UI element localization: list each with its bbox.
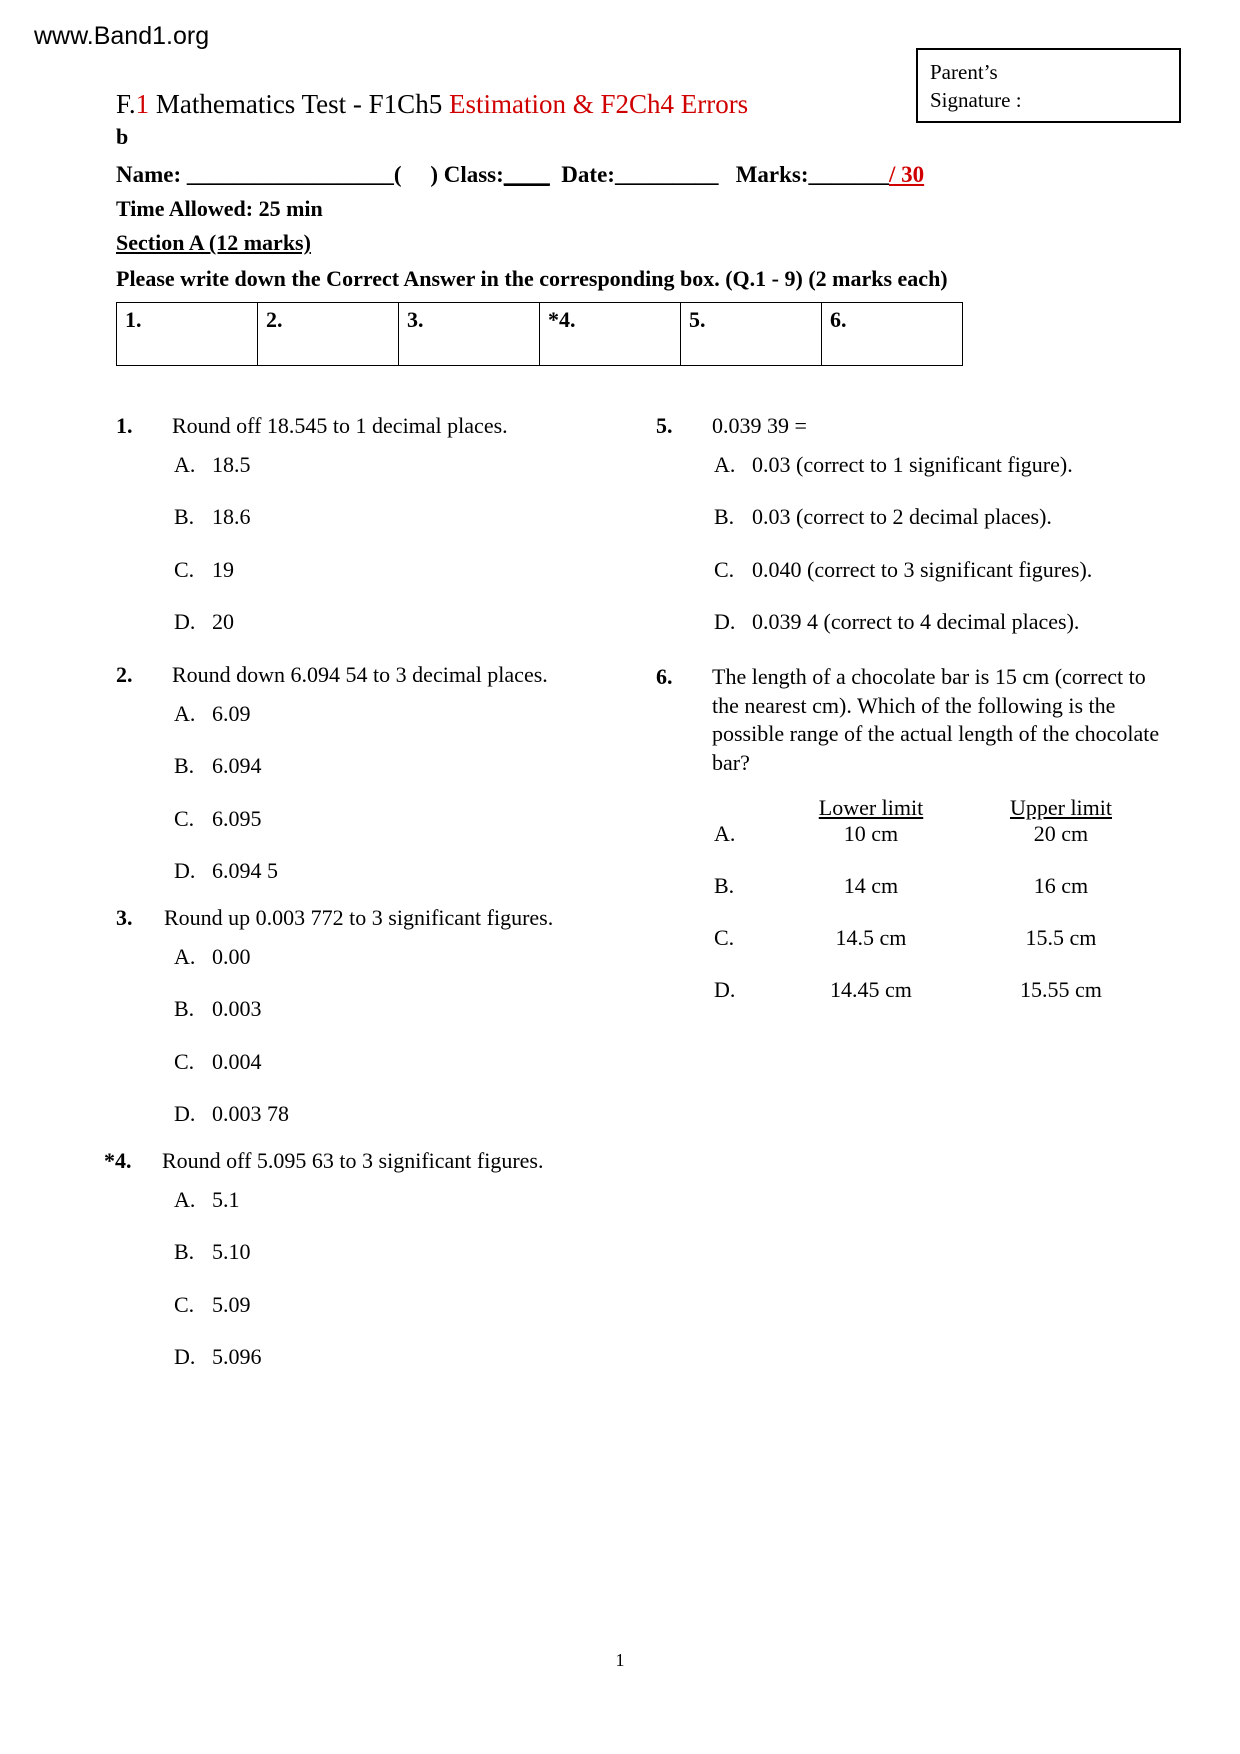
option-letter: A. — [174, 700, 196, 726]
option-text: 0.003 78 — [212, 1101, 289, 1127]
title-sub: b — [116, 123, 129, 149]
lower-limit-header: Lower limit — [818, 795, 924, 821]
option-letter: B. — [174, 504, 195, 530]
question-2-text: Round down 6.094 54 to 3 decimal places. — [172, 661, 548, 687]
answer-cell-3[interactable]: 3. — [399, 303, 540, 366]
option-text: 5.1 — [212, 1186, 240, 1212]
question-5-option-b[interactable] — [656, 503, 1176, 532]
question-6-table-header — [656, 795, 1176, 821]
lower-limit-value: 14.45 cm — [830, 977, 912, 1003]
parent-signature-label-line2: Signature : — [930, 88, 1022, 113]
question-5-option-c[interactable] — [656, 556, 1176, 585]
upper-limit-value: 20 cm — [1033, 821, 1089, 847]
upper-limit-header: Upper limit — [1009, 795, 1113, 821]
question-1-text: Round off 18.545 to 1 decimal places. — [172, 413, 508, 438]
spacer-cell — [714, 795, 776, 821]
questions-column-left — [104, 412, 636, 1396]
option-text: 5.09 — [212, 1291, 251, 1317]
option-letter: A. — [174, 451, 196, 477]
name-label: Name: — [116, 162, 182, 188]
question-3-option-d[interactable] — [116, 1100, 636, 1129]
option-text: 18.5 — [212, 451, 251, 477]
option-text: 19 — [212, 556, 234, 582]
option-text: 6.09 — [212, 700, 251, 726]
answer-cell-2[interactable]: 2. — [258, 303, 399, 366]
site-url: www.Band1.org — [34, 22, 210, 50]
question-2-option-a[interactable] — [116, 700, 636, 729]
question-5-text: 0.039 39 = — [712, 413, 807, 438]
question-1-option-a[interactable] — [116, 451, 636, 480]
option-letter: C. — [174, 556, 195, 582]
class-label: Class: — [443, 162, 504, 188]
question-6-text: The length of a chocolate bar is 15 cm (correct to the nearest cm). Which of the following is the possible range of the actual length of the chocolate bar? — [712, 663, 1160, 775]
question-6-option-c[interactable] — [656, 925, 1176, 951]
answer-cell-1[interactable]: 1. — [117, 303, 258, 366]
lower-limit-value: 14 cm — [843, 873, 899, 899]
option-letter: D. — [714, 977, 736, 1003]
option-letter: A. — [714, 451, 736, 477]
class-number-blank[interactable] — [407, 162, 430, 187]
question-4-option-a[interactable] — [116, 1186, 636, 1215]
option-text: 0.040 (correct to 3 significant figures). — [752, 556, 1093, 582]
option-text: 0.004 — [212, 1048, 262, 1074]
option-text: 20 — [212, 609, 234, 635]
option-letter: C. — [714, 925, 735, 951]
question-2-option-c[interactable] — [116, 805, 636, 834]
option-letter: B. — [174, 1239, 195, 1265]
option-letter: C. — [174, 1048, 195, 1074]
question-6-number: 6. — [656, 663, 673, 689]
time-allowed: Time Allowed: 25 min — [116, 196, 323, 222]
question-1 — [116, 412, 636, 637]
question-3-option-c[interactable] — [116, 1048, 636, 1077]
option-letter: A. — [174, 1186, 196, 1212]
question-5-option-d[interactable] — [656, 608, 1176, 637]
option-text: 0.039 4 (correct to 4 decimal places). — [752, 609, 1080, 635]
question-2 — [116, 661, 636, 886]
option-text: 0.03 (correct to 2 decimal places). — [752, 504, 1052, 530]
option-text: 5.10 — [212, 1239, 251, 1265]
option-letter: B. — [174, 753, 195, 779]
class-field-blank[interactable]: ____ — [503, 162, 550, 188]
option-text: 0.003 — [212, 996, 262, 1022]
option-letter: D. — [174, 858, 196, 884]
parent-signature-label-line1: Parent’s — [930, 60, 998, 84]
option-letter: D. — [714, 609, 736, 635]
name-field-blank[interactable]: __________________ — [186, 162, 394, 188]
marks-total: / 30 — [889, 162, 925, 188]
table-row — [117, 303, 963, 366]
page-title — [116, 88, 1166, 122]
question-4-option-c[interactable] — [116, 1291, 636, 1320]
question-1-number: 1. — [116, 413, 133, 438]
upper-limit-value: 16 cm — [1033, 873, 1089, 899]
question-5 — [656, 412, 1176, 637]
lower-limit-value: 10 cm — [843, 821, 899, 847]
questions-column-right — [656, 412, 1176, 1029]
option-text: 18.6 — [212, 504, 251, 530]
question-3-option-a[interactable] — [116, 943, 636, 972]
question-1-option-b[interactable] — [116, 503, 636, 532]
question-5-option-a[interactable] — [656, 451, 1176, 480]
option-letter: B. — [714, 873, 735, 899]
marks-label: Marks: — [735, 162, 809, 188]
question-2-option-d[interactable] — [116, 857, 636, 886]
option-letter: D. — [174, 1344, 196, 1370]
option-letter: C. — [714, 556, 735, 582]
date-field-blank[interactable]: _________ — [614, 162, 719, 188]
question-4 — [104, 1147, 636, 1372]
title-form-number: 1 — [135, 89, 150, 119]
question-1-option-c[interactable] — [116, 556, 636, 585]
lower-limit-value: 14.5 cm — [835, 925, 907, 951]
question-3-option-b[interactable] — [116, 995, 636, 1024]
title-middle: Mathematics Test - F1Ch5 — [149, 89, 449, 119]
question-4-option-b[interactable] — [116, 1238, 636, 1267]
paren-close: ) — [430, 162, 438, 188]
question-4-text: Round off 5.095 63 to 3 significant figures. — [162, 1147, 544, 1173]
title-topic: Estimation & F2Ch4 Errors — [448, 89, 749, 119]
page-number: 1 — [615, 1650, 625, 1670]
answer-cell-5[interactable]: 5. — [681, 303, 822, 366]
option-letter: C. — [174, 1291, 195, 1317]
option-letter: C. — [174, 805, 195, 831]
question-6 — [656, 663, 1176, 1003]
question-4-option-d[interactable] — [116, 1343, 636, 1372]
option-letter: B. — [174, 996, 195, 1022]
option-text: 0.00 — [212, 943, 251, 969]
option-letter: D. — [174, 1101, 196, 1127]
question-6-option-d[interactable] — [656, 977, 1176, 1003]
upper-limit-value: 15.5 cm — [1025, 925, 1097, 951]
answer-grid[interactable] — [116, 302, 963, 366]
student-info-row — [116, 162, 1166, 188]
document-header — [116, 88, 1166, 366]
question-2-option-b[interactable] — [116, 752, 636, 781]
question-3-text: Round up 0.003 772 to 3 significant figures. — [164, 904, 554, 930]
question-3 — [116, 904, 636, 1129]
option-text: 6.094 — [212, 753, 262, 779]
marks-field-blank[interactable]: _______ — [808, 162, 890, 188]
option-text: 0.03 (correct to 1 significant figure). — [752, 451, 1073, 477]
answer-cell-4[interactable]: *4. — [540, 303, 681, 366]
option-letter: A. — [174, 943, 196, 969]
option-text: 6.095 — [212, 805, 262, 831]
option-text: 5.096 — [212, 1344, 262, 1370]
date-label: Date: — [561, 162, 615, 188]
question-5-number: 5. — [656, 413, 673, 438]
option-text: 6.094 5 — [212, 858, 278, 884]
question-4-number: *4. — [104, 1147, 132, 1173]
question-2-number: 2. — [116, 661, 133, 687]
section-heading: Section A (12 marks) — [116, 230, 311, 256]
question-6-option-b[interactable] — [656, 873, 1176, 899]
question-6-option-a[interactable] — [656, 821, 1176, 847]
answer-cell-6[interactable]: 6. — [822, 303, 963, 366]
instruction-text: Please write down the Correct Answer in the corresponding box. (Q.1 - 9) (2 marks each) — [116, 266, 948, 292]
question-1-option-d[interactable] — [116, 608, 636, 637]
title-prefix: F. — [116, 89, 136, 119]
paren-open: ( — [393, 162, 402, 188]
option-letter: D. — [174, 609, 196, 635]
option-letter: A. — [714, 821, 736, 847]
upper-limit-value: 15.55 cm — [1020, 977, 1102, 1003]
option-letter: B. — [714, 504, 735, 530]
question-3-number: 3. — [116, 904, 133, 930]
